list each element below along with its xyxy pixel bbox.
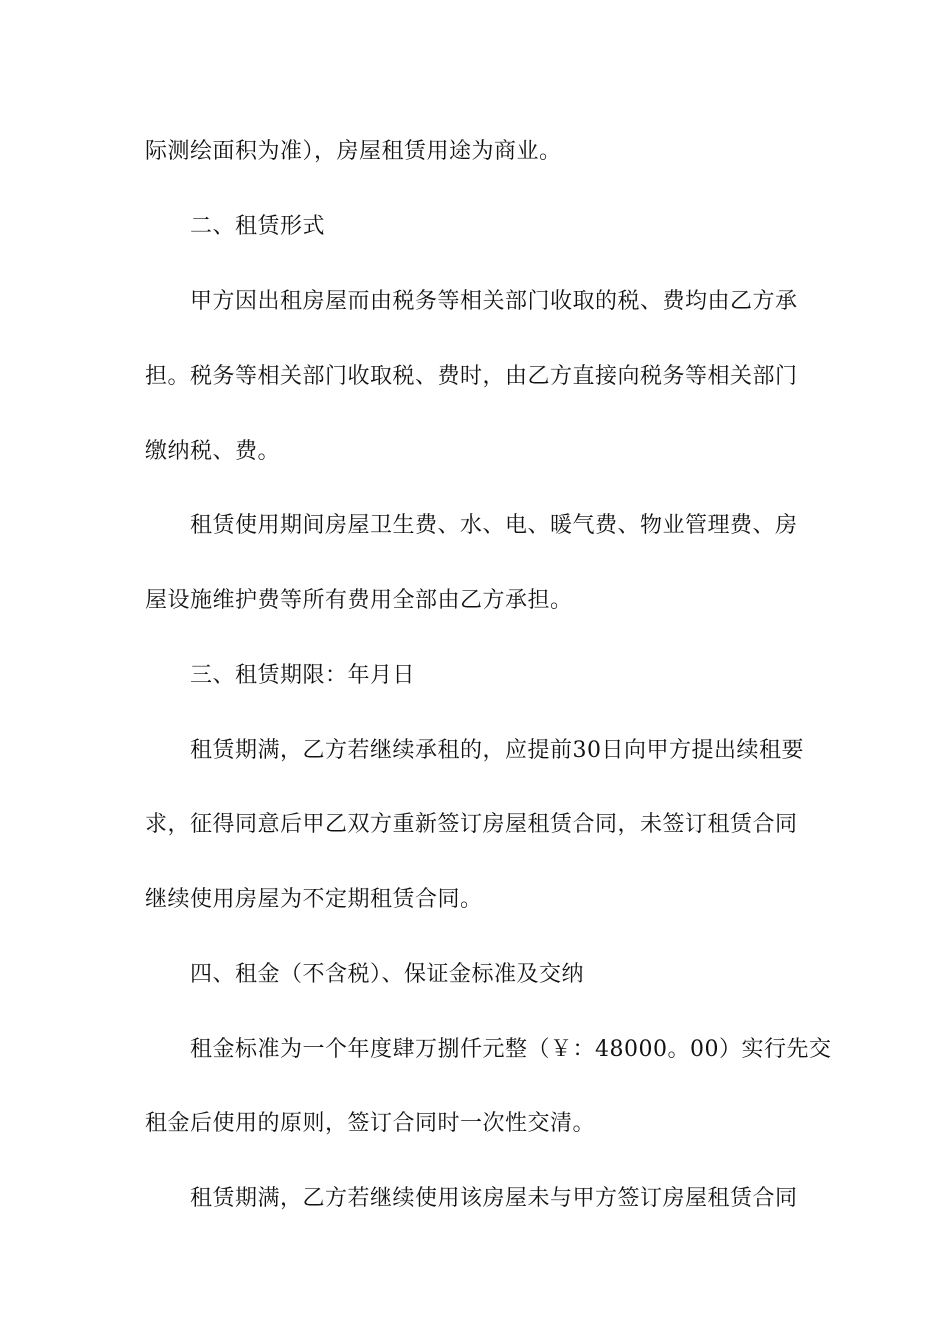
paragraph-line: 际测绘面积为准），房屋租赁用途为商业。 — [145, 139, 562, 164]
paragraph-line: 求，征得同意后甲乙双方重新签订房屋租赁合同，未签订租赁合同 — [145, 812, 798, 837]
paragraph-line: 租金后使用的原则，签订合同时一次性交清。 — [145, 1111, 596, 1136]
section-heading: 三、租赁期限：年月日 — [190, 663, 416, 688]
paragraph-line: 屋设施维护费等所有费用全部由乙方承担。 — [145, 588, 573, 613]
paragraph-line: 缴纳税、费。 — [145, 439, 281, 464]
paragraph-line: 继续使用房屋为不定期租赁合同。 — [145, 887, 483, 912]
paragraph-line: 租赁期满，乙方若继续使用该房屋未与甲方签订房屋租赁合同 — [190, 1186, 798, 1211]
paragraph-line: 租金标准为一个年度肆万捌仟元整（￥：48000。00）实行先交 — [190, 1037, 832, 1062]
section-heading: 四、租金（不含税）、保证金标准及交纳 — [190, 962, 585, 987]
paragraph-line: 租赁使用期间房屋卫生费、水、电、暖气费、物业管理费、房 — [190, 513, 798, 538]
paragraph-line: 担。税务等相关部门收取税、费时，由乙方直接向税务等相关部门 — [145, 364, 798, 389]
paragraph-line: 甲方因出租房屋而由税务等相关部门收取的税、费均由乙方承 — [190, 289, 798, 314]
paragraph-line: 租赁期满，乙方若继续承租的，应提前30日向甲方提出续租要 — [190, 738, 804, 763]
section-heading: 二、租赁形式 — [190, 214, 326, 239]
